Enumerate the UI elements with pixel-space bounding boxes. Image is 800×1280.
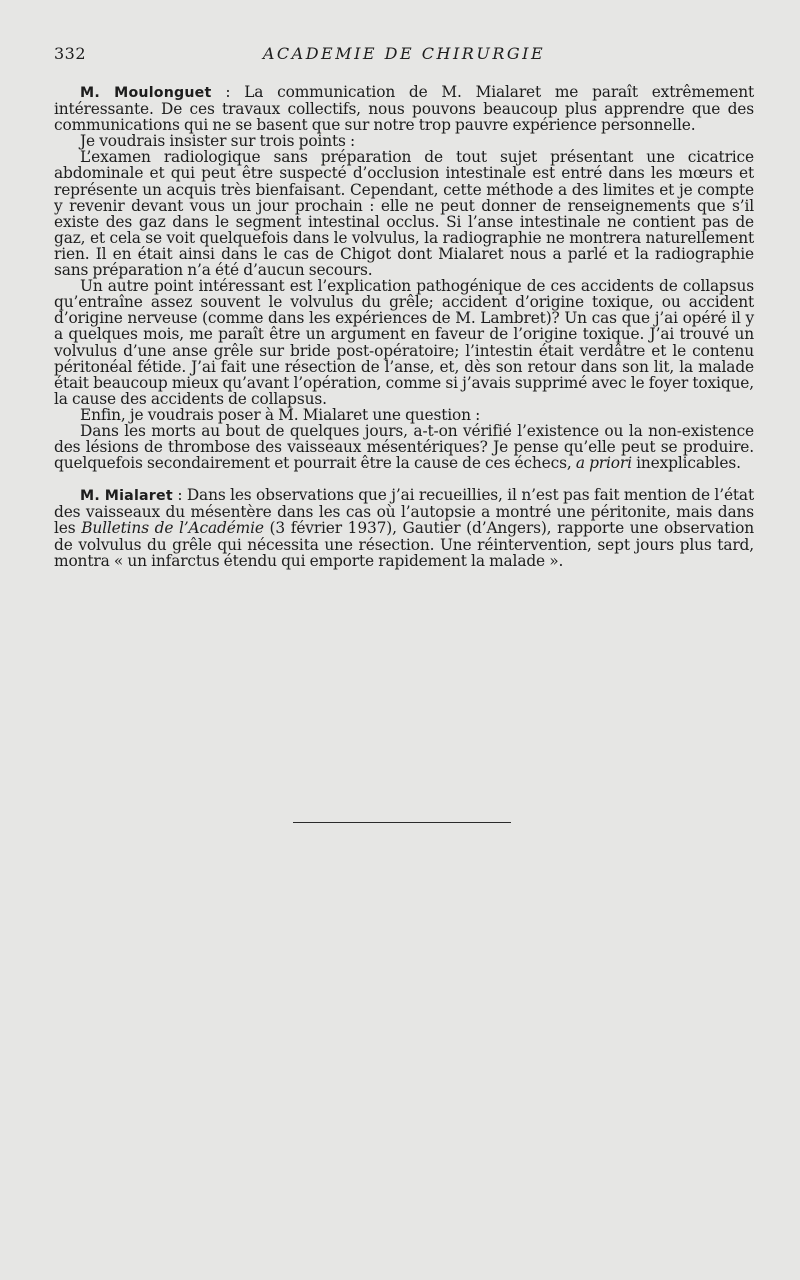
- page-number: 332: [54, 44, 87, 63]
- page-header: [54, 44, 754, 66]
- paragraph-moulonguet-intro: [54, 84, 754, 133]
- paragraph-text: Un autre point intéressant est l’explication pathogénique de ces accidents de collapsus qu’entraîne assez souvent le volvulus du grêle; accident d’origine toxique, ou accident d’origine nerveuse (comme dans les expériences de M. Lambret)? Un cas que j’ai opéré il y a quelques mois, me paraît être un argument en faveur de l’origine toxique. J’ai trouvé un volvulus d’une anse grêle sur bride post-opératoire; l’intestin était verdâtre et le contenu péritonéal fétide. J’ai fait une résection de l’anse, et, dès son retour dans son lit, la malade était beaucoup mieux qu’avant l’opération, comme si j’avais supprimé avec le foyer toxique, la cause des accidents de collapsus.: [54, 277, 754, 408]
- paragraph-three-points: [54, 133, 754, 149]
- paragraph-text: L’examen radiologique sans préparation de tout sujet présentant une cicatrice abdominale et qui peut être suspecté d’occlusion intestinale est entré dans les mœurs et représente un acquis très bienfaisant. Cependant, cette méthode a des limites et je compte y revenir devant vous un jour prochain : elle ne peut donner de renseignements que s’il existe des gaz dans le segment intestinal occlus. Si l’anse intestinale ne contient pas de gaz, et cela se voit quelquefois dans le volvulus, la radiographie ne montrera naturellement rien. Il en était ainsi dans le cas de Chigot dont Mialaret nous a parlé et la radiographie sans préparation n’a été d’aucun secours.: [54, 148, 754, 280]
- paragraph-thrombosis: [54, 423, 754, 471]
- italic-text: Bulletins de l’Académie: [81, 519, 264, 538]
- running-title: ACADEMIE DE CHIRURGIE: [262, 44, 546, 63]
- paragraph-radiology: [54, 149, 754, 278]
- section-divider: [293, 822, 511, 823]
- body-text: [54, 84, 754, 569]
- paragraph-text: : Dans les observations que j’ai recueillies, il n’est pas fait mention de l’état des vaisseaux du mésentère dans les cas où l’autopsie a montré une péritonite, mais dans les: [54, 486, 754, 538]
- paragraph-text-after: (3 février 1937), Gautier (d’Angers), rapporte une observation de volvulus du grêle qui nécessita une résection. Une réintervention, sept jours plus tard, montra « un infarctus étendu qui emporte rapidement la malade ».: [54, 519, 754, 570]
- paragraph-question: [54, 407, 754, 423]
- paragraph-text: Dans les morts au bout de quelques jours, a-t-on vérifié l’existence ou la non-existence des lésions de thrombose des vaisseaux mésentériques? Je pense qu’elle peut se produire. quelquefois secondairement et pourrait être la cause de ces échecs,: [54, 421, 754, 473]
- paragraph-text-after: inexplicables.: [631, 454, 741, 473]
- paragraph-text: : La communication de M. Mialaret me paraît extrêmement intéressante. De ces travaux collectifs, nous pouvons beaucoup plus apprendre que des communications qui ne se basent que sur notre trop pauvre expérience personnelle.: [54, 83, 754, 135]
- paragraph-text: Je voudrais insister sur trois points :: [80, 132, 356, 151]
- italic-text: a priori: [575, 454, 632, 473]
- speaker-name: M. Mialaret: [80, 488, 173, 505]
- paragraph-mialaret-reply: [54, 487, 754, 568]
- paragraph-text: Enfin, je voudrais poser à M. Mialaret une question :: [80, 405, 481, 424]
- speaker-name: M. Moulonguet: [80, 85, 212, 101]
- paragraph-pathogenesis: [54, 278, 754, 407]
